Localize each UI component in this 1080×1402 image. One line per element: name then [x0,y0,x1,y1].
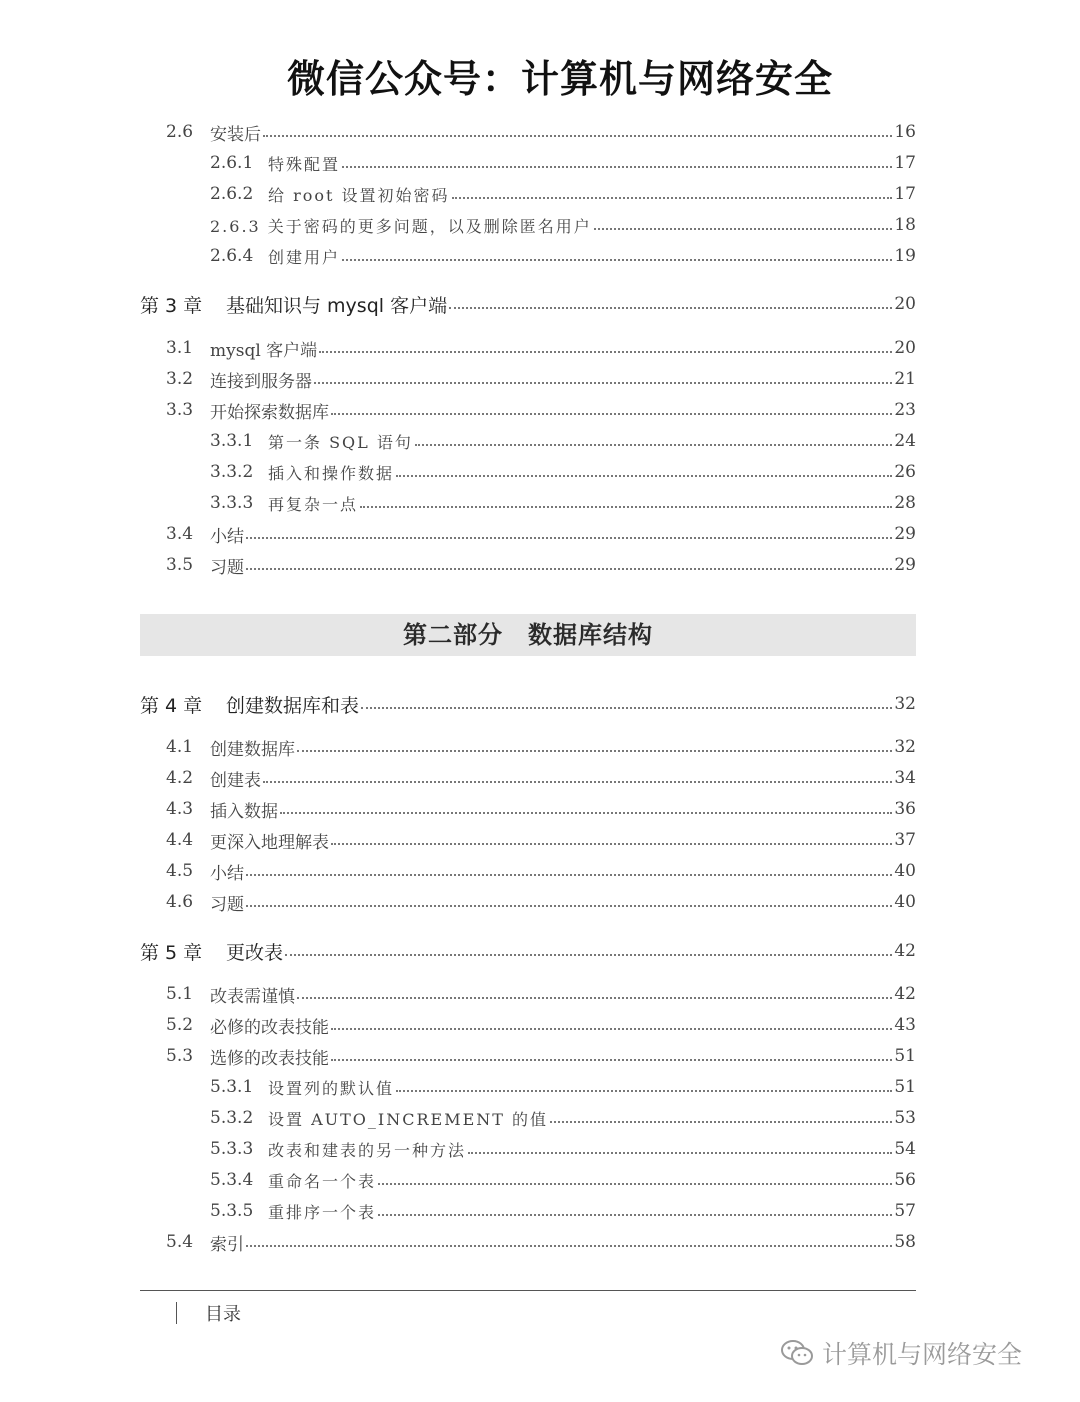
toc-page-number: 20 [894,294,916,314]
toc-row [140,519,916,549]
toc-number: 3.3.3 [210,493,254,513]
dot-leader [319,351,892,353]
toc-title: 设置 AUTO_INCREMENT 的值 [268,1109,549,1129]
dot-leader [263,135,892,137]
dot-leader [594,228,892,230]
toc-number: 3.3.2 [210,462,254,482]
toc-number: 2.6.4 [210,246,254,266]
toc-page-number: 17 [894,184,916,204]
toc-number: 2.6.2 [210,184,254,204]
dot-leader [297,997,892,999]
dot-leader [285,954,892,956]
toc-page-number: 32 [894,737,916,757]
footer-label: 目录 [205,1304,241,1325]
toc-title: 连接到服务器 [210,371,312,392]
toc-row [140,395,916,425]
toc-row [140,488,916,518]
toc-row [140,732,916,762]
toc-page-number: 56 [894,1170,916,1190]
dot-leader [263,781,892,783]
dot-leader [297,750,892,752]
dot-leader [452,197,892,199]
toc-page-number: 29 [894,555,916,575]
toc-number: 3.3 [166,400,194,420]
toc-page-number: 19 [894,246,916,266]
toc-row [140,887,916,917]
toc-title: 给 root 设置初始密码 [268,185,450,205]
toc-page-number: 57 [894,1201,916,1221]
toc-page-number: 51 [894,1046,916,1066]
toc-row [140,364,916,394]
toc-row [140,117,916,147]
toc-row [140,1010,916,1040]
toc-title: 重排序一个表 [268,1202,377,1222]
toc-title: 安装后 [210,124,261,145]
toc-title: 更深入地理解表 [210,832,329,853]
toc-number: 5.3.4 [210,1170,254,1190]
toc-title: 必修的改表技能 [210,1017,329,1038]
toc-number: 2.6 [166,122,194,142]
dot-leader [449,307,892,309]
toc-title: 创建数据库 [210,739,295,760]
toc-page-number: 20 [894,338,916,358]
toc-number: 5.3.3 [210,1139,254,1159]
toc-page-number: 16 [894,122,916,142]
toc-title: 再复杂一点 [268,494,359,514]
toc-title: 创建数据库和表 [226,694,360,717]
toc-row [140,1072,916,1102]
dot-leader [331,413,892,415]
toc-number: 5.3 [166,1046,194,1066]
banner-title: 微信公众号：计算机与网络安全 [286,57,833,101]
footer-rule [140,1290,916,1291]
toc-number: 5.2 [166,1015,194,1035]
part-heading: 第二部分 数据库结构 [140,614,916,656]
toc-page-number: 37 [894,830,916,850]
dot-leader [331,843,892,845]
toc-title: 小结 [210,526,244,547]
toc-title: 插入和操作数据 [268,463,395,483]
toc-number: 4.4 [166,830,194,850]
toc-title: 选修的改表技能 [210,1048,329,1069]
toc-row [140,333,916,363]
toc-row [140,457,916,487]
toc-row [140,1134,916,1164]
toc-title: 小结 [210,863,244,884]
toc-number: 5.3.1 [210,1077,254,1097]
toc-row [140,241,916,271]
toc-number: 4.1 [166,737,194,757]
toc-page-number: 58 [894,1232,916,1252]
toc-number: 3.1 [166,338,194,358]
toc-row [140,1103,916,1133]
toc-chapter-row [140,936,916,966]
toc-page-number: 34 [894,768,916,788]
dot-leader [280,812,892,814]
toc-number: 5.1 [166,984,194,1004]
toc-title: 改表需谨慎 [210,986,295,1007]
toc-title: 特殊配置 [268,154,341,174]
dot-leader [246,1245,892,1247]
toc-chapter-row [140,689,916,719]
toc-page-number: 29 [894,524,916,544]
toc-title: 索引 [210,1234,244,1255]
toc-title: 重命名一个表 [268,1171,377,1191]
toc-row [140,825,916,855]
dot-leader [246,537,892,539]
toc-page-number: 17 [894,153,916,173]
dot-leader [396,475,892,477]
toc-row [140,856,916,886]
dot-leader [331,1028,892,1030]
watermark-text: 计算机与网络安全 [822,1340,1023,1369]
dot-leader [360,506,892,508]
toc-number: 4.6 [166,892,194,912]
toc-row [140,763,916,793]
watermark [780,1336,1022,1370]
toc-page-number: 18 [894,215,916,235]
toc-number: 4.2 [166,768,194,788]
toc-row [140,1196,916,1226]
dot-leader [342,166,892,168]
toc-row [140,179,916,209]
toc-row [140,550,916,580]
toc-row [140,1165,916,1195]
toc-page-number: 23 [894,400,916,420]
toc-title: 创建表 [210,770,261,791]
toc-title: 创建用户 [268,247,341,267]
dot-leader [415,444,892,446]
toc-title: 习题 [210,557,244,578]
toc-page-number: 53 [894,1108,916,1128]
toc-row [140,426,916,456]
toc-page-number: 24 [894,431,916,451]
toc-row [140,210,916,240]
toc-number: 3.5 [166,555,194,575]
footer-separator [176,1302,177,1324]
toc-page-number: 40 [894,892,916,912]
toc-number: 第 5 章 [140,941,203,964]
toc-number: 5.3.5 [210,1201,254,1221]
toc-page-number: 40 [894,861,916,881]
toc-row [140,1041,916,1071]
toc-number: 4.5 [166,861,194,881]
toc-title: 改表和建表的另一种方法 [268,1140,467,1160]
toc-row [140,794,916,824]
dot-leader [331,1059,892,1061]
toc-page-number: 54 [894,1139,916,1159]
dot-leader [246,874,892,876]
dot-leader [246,905,892,907]
toc-title: 第一条 SQL 语句 [268,432,413,452]
toc-page-number: 32 [894,694,916,714]
toc-number: 第 4 章 [140,694,203,717]
dot-leader [342,259,892,261]
wechat-icon [780,1338,814,1368]
dot-leader [550,1121,892,1123]
toc-page-number: 42 [894,984,916,1004]
toc-chapter-row [140,289,916,319]
toc-page-number: 26 [894,462,916,482]
toc-title: mysql 客户端 [210,340,318,361]
dot-leader [246,568,892,570]
toc-number: 3.3.1 [210,431,254,451]
toc-row [140,148,916,178]
toc-page-number: 28 [894,493,916,513]
toc-page-number: 21 [894,369,916,389]
dot-leader [361,707,892,709]
toc-page-number: 36 [894,799,916,819]
dot-leader [468,1152,892,1154]
toc-number: 第 3 章 [140,294,203,317]
toc-title: 开始探索数据库 [210,402,329,423]
toc-title: 插入数据 [210,801,278,822]
dot-leader [396,1090,892,1092]
toc-title: 基础知识与 mysql 客户端 [226,294,448,317]
toc-title: 更改表 [226,941,284,964]
toc-number: 4.3 [166,799,194,819]
dot-leader [314,382,892,384]
toc-title: 2.6.3 关于密码的更多问题，以及删除匿名用户 [210,216,592,236]
toc-page-number: 43 [894,1015,916,1035]
dot-leader [378,1183,892,1185]
toc-number: 3.2 [166,369,194,389]
toc-row [140,979,916,1009]
toc-number: 5.3.2 [210,1108,254,1128]
dot-leader [378,1214,892,1216]
toc-title: 设置列的默认值 [268,1078,395,1098]
toc-number: 2.6.1 [210,153,254,173]
toc-number: 3.4 [166,524,194,544]
toc-title: 习题 [210,894,244,915]
toc-row [140,1227,916,1257]
toc-number: 5.4 [166,1232,194,1252]
toc-page-number: 51 [894,1077,916,1097]
toc-page-number: 42 [894,941,916,961]
